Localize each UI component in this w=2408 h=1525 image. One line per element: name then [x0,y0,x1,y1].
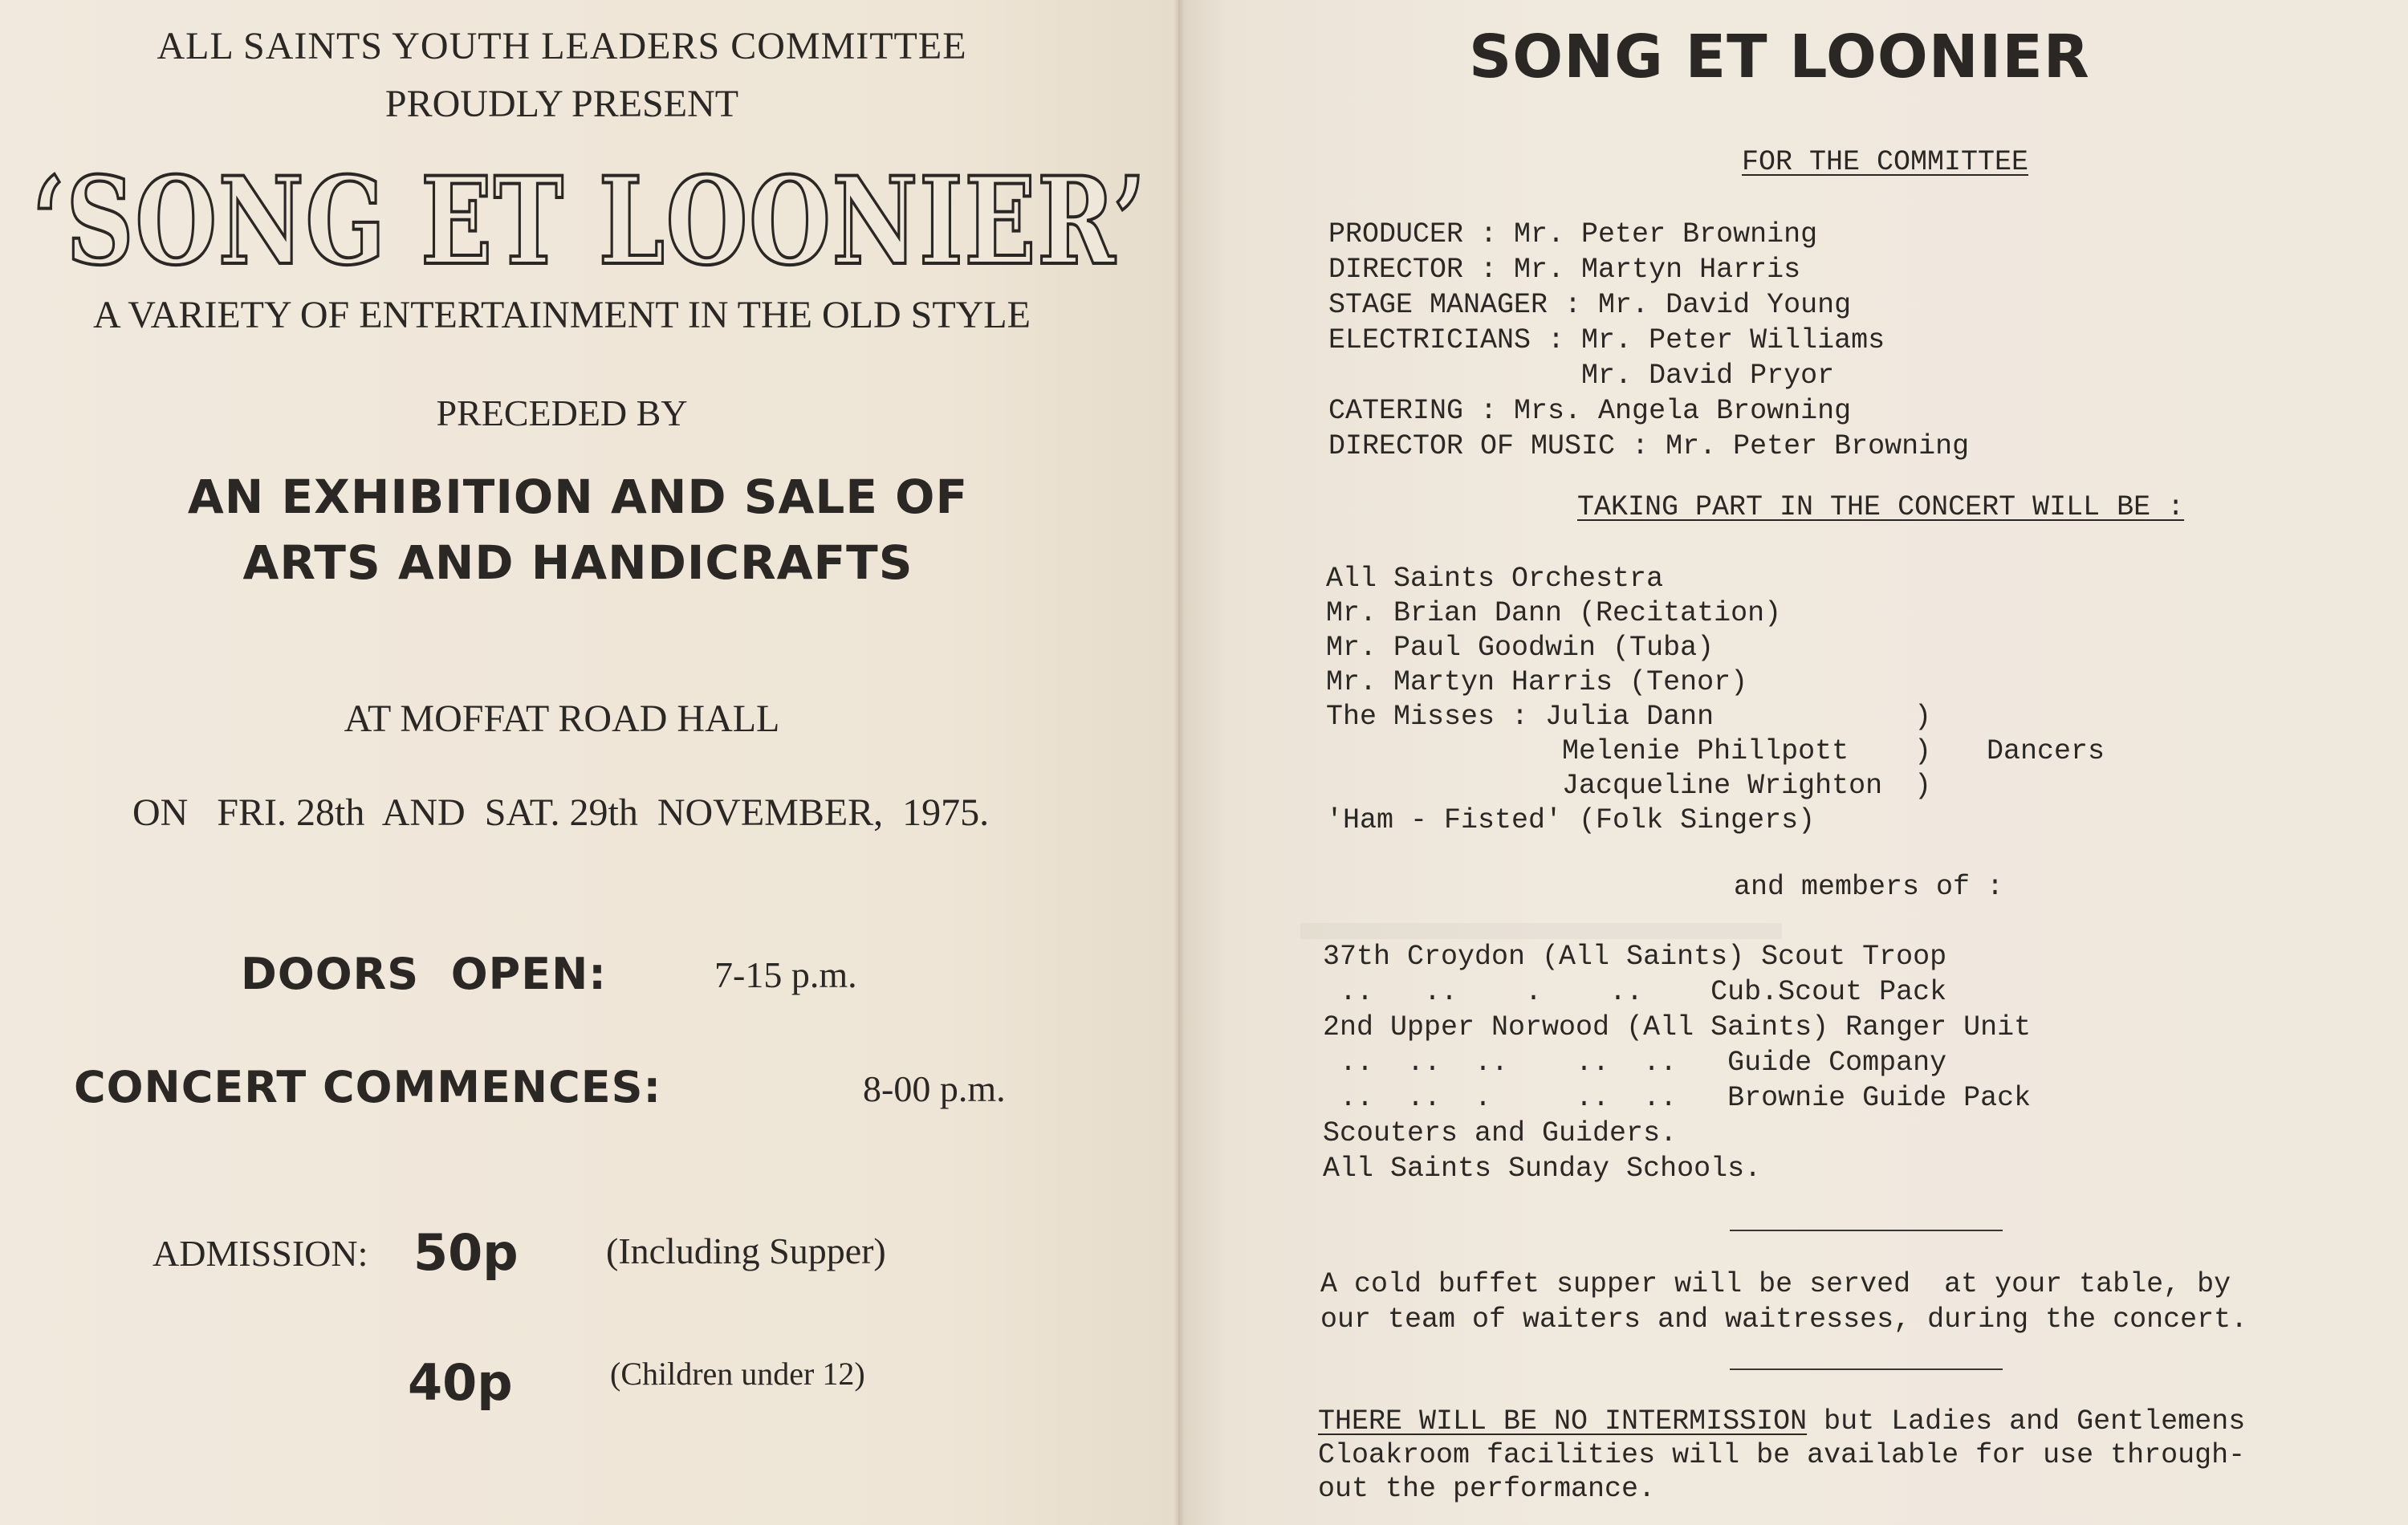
present-heading: PROUDLY PRESENT [384,83,739,125]
group-line: 2nd Upper Norwood (All Saints) Ranger Unit [1323,1011,2032,1043]
intermission-notice [1318,1405,2245,1506]
intermission-line: but Ladies and Gentlemens [1807,1405,2246,1438]
performer-line: Mr. Brian Dann (Recitation) [1326,597,1782,629]
divider-rule [1730,1230,2003,1231]
performer-line: Melenie Phillpott [1326,735,1849,767]
preceded-by: PRECEDED BY [436,392,688,433]
credit-line: STAGE MANAGER : Mr. David Young [1328,289,1852,321]
group-line: .. .. .. .. .. Guide Company [1323,1047,1947,1079]
supper-line: our team of waiters and waitresses, during the concert. [1320,1303,2248,1336]
committee-subheading: FOR THE COMMITTEE [1742,146,2029,178]
groups-list [1323,939,2031,1186]
bracket: ) [1914,701,1932,733]
doors-open-label: DOORS OPEN: [241,949,607,999]
committee-heading: ALL SAINTS YOUTH LEADERS COMMITTEE [157,25,967,67]
performers-list [1326,562,1882,838]
credit-line: Mr. David Pryor [1328,360,1835,392]
bracket: ) [1914,770,1932,802]
intermission-line: out the performance. [1318,1473,1656,1505]
performer-line: Jacqueline Wrighton [1326,770,1883,802]
divider-rule [1730,1368,2003,1370]
adult-price-note: (Including Supper) [606,1230,886,1271]
show-through-shadow [1300,923,1782,939]
admission-label: ADMISSION: [153,1233,368,1274]
adult-price: 50p [413,1223,519,1282]
performer-line: 'Ham - Fisted' (Folk Singers) [1326,804,1816,836]
group-line: 37th Croydon (All Saints) Scout Troop [1323,941,1947,973]
group-line: .. .. . .. Cub.Scout Pack [1323,976,1947,1008]
performer-line: Mr. Martyn Harris (Tenor) [1326,666,1748,698]
group-line: Scouters and Guiders. [1323,1117,1678,1149]
intermission-lead: THERE WILL BE NO INTERMISSION [1318,1405,1808,1438]
page-fold [1173,0,1185,1525]
exhibition-heading-line1: AN EXHIBITION AND SALE OF [187,470,969,524]
venue: AT MOFFAT ROAD HALL [344,697,780,740]
intermission-line: Cloakroom facilities will be available for use through- [1318,1439,2246,1471]
event-dates: ON FRI. 28th AND SAT. 29th NOVEMBER, 1975. [132,791,990,834]
child-price-note: (Children under 12) [610,1356,865,1392]
taking-part-heading: TAKING PART IN THE CONCERT WILL BE : [1577,491,2185,523]
credit-line: ELECTRICIANS : Mr. Peter Williams [1328,324,1885,356]
credit-line: DIRECTOR : Mr. Martyn Harris [1328,254,1801,286]
dancers-label: Dancers [1987,735,2105,767]
show-subtitle: A VARIETY OF ENTERTAINMENT IN THE OLD STYLE [93,294,1031,336]
concert-commences-time: 8-00 p.m. [863,1068,1006,1109]
dancer-brackets [1914,700,1931,803]
right-page-title: SONG ET LOONIER [1469,22,2090,92]
bracket: ) [1914,735,1932,767]
group-line: All Saints Sunday Schools. [1323,1153,1762,1185]
child-price: 40p [408,1353,513,1412]
credit-line: DIRECTOR OF MUSIC : Mr. Peter Browning [1328,430,1970,462]
and-members-heading: and members of : [1734,871,2004,903]
supper-notice [1320,1267,2247,1337]
performer-line: Mr. Paul Goodwin (Tuba) [1326,632,1714,664]
concert-commences-label: CONCERT COMMENCES: [74,1062,662,1112]
credits-list [1328,217,1969,464]
performer-line: The Misses : Julia Dann [1326,701,1714,733]
supper-line: A cold buffet supper will be served at your table, by [1320,1268,2231,1300]
credit-line: PRODUCER : Mr. Peter Browning [1328,218,1818,250]
exhibition-heading-line2: ARTS AND HANDICRAFTS [242,535,913,590]
show-title: ‘SONG ET LOONIER’ [32,151,1147,292]
doors-open-time: 7-15 p.m. [714,954,857,995]
credit-line: CATERING : Mrs. Angela Browning [1328,395,1852,427]
performer-line: All Saints Orchestra [1326,563,1664,595]
group-line: .. .. . .. .. Brownie Guide Pack [1323,1082,2032,1114]
